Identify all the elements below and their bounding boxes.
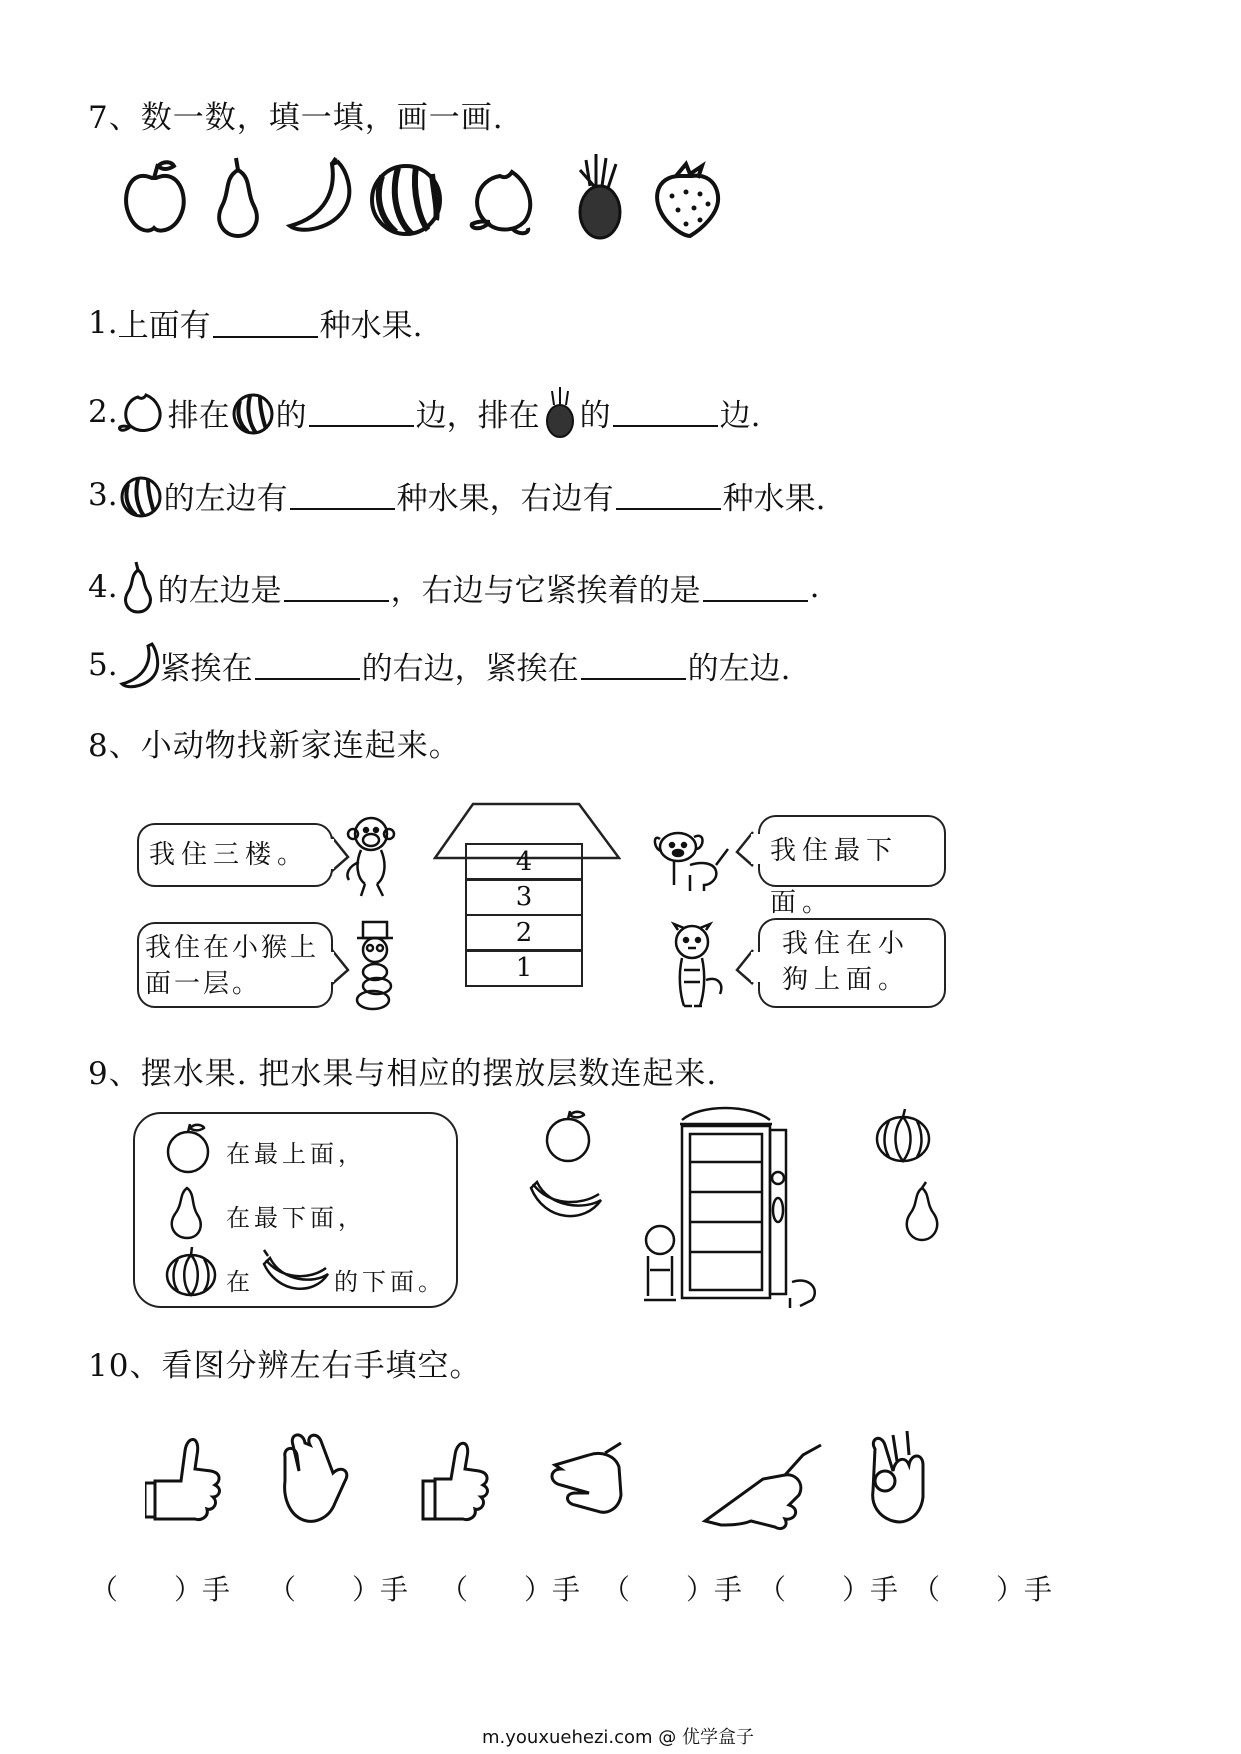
line-text: 排在 [167,397,230,434]
speech-bubble-worm: 我住在小猴上面一层。 [137,922,333,1008]
hand-icon-1 [145,1439,219,1519]
line-text: 的左边. [687,650,791,687]
q7-line-5 [88,640,790,690]
line-text: 的右边，紧挨在 [361,650,579,687]
q7-line-4 [88,560,819,614]
speech-bubble-dog: 我住最下面。 [758,815,946,887]
line-text: 的左边有 [163,480,288,517]
line-text: 种水果. [722,480,826,517]
floor-3: 3 [465,878,583,916]
line-text: 的 [579,397,611,434]
answer-paren-2[interactable]: （ ）手 [268,1573,409,1606]
pineapple-icon [540,385,580,439]
pear-icon [118,560,158,614]
hand-icon-4 [552,1443,621,1512]
line-text: 上面有 [117,308,211,344]
item-number: 5. [88,647,118,683]
line-text: 的左边是 [157,572,282,609]
pear-icon [898,1180,946,1246]
floor-4: 4 [465,843,583,881]
worm-icon [345,918,405,1013]
line-text: ，右边与它紧挨着的是 [390,572,701,609]
rule-3-suffix: 的下面。 [334,1268,446,1296]
watermelon-icon [118,470,164,520]
peach-icon [472,172,531,233]
answer-paren-5[interactable]: （ ）手 [758,1573,899,1606]
answer-blank[interactable] [616,480,721,510]
pineapple-icon [580,154,620,238]
answer-blank[interactable] [213,308,318,338]
apple-icon [160,1120,216,1176]
pumpkin-icon [873,1105,933,1165]
answer-paren-3[interactable]: （ ）手 [440,1573,581,1606]
q8-title: 8、小动物找新家连起来。 [88,728,461,764]
hand-icon-2 [285,1435,347,1521]
q10-title: 10、看图分辨左右手填空。 [88,1348,482,1384]
q7-line-3 [88,470,825,520]
answer-blank[interactable] [703,572,808,602]
answer-blank[interactable] [613,397,718,427]
line-text: 种水果. [319,308,423,344]
rule-2: 在最下面， [226,1204,366,1232]
answer-blank[interactable] [581,650,686,680]
bubble-tail [735,830,765,870]
watermelon-icon [230,389,276,435]
rule-1: 在最上面， [226,1140,366,1168]
dog-icon [650,825,735,895]
answer-paren-1[interactable]: （ ）手 [90,1573,231,1606]
pumpkin-icon [164,1245,218,1299]
answer-blank[interactable] [309,397,414,427]
q7-line-1 [88,300,422,345]
answer-blank[interactable] [290,480,395,510]
item-number: 3. [88,477,118,513]
item-number: 1. [88,304,118,341]
watermelon-icon [372,166,440,234]
floor-2: 2 [465,914,583,952]
hands-row [145,1425,1065,1535]
item-number: 2. [88,394,118,430]
banana-icon [525,1168,605,1228]
speech-bubble-tiger: 我住在小狗上面。 [758,918,946,1008]
line-text: . [809,569,820,605]
line-text: 边，排在 [415,397,540,434]
rule-3-prefix: 在 [226,1268,254,1296]
hand-icon-3 [423,1443,487,1519]
floor-1: 1 [465,949,583,987]
line-text: 边. [719,397,761,434]
banana-icon [118,640,160,690]
footer-watermark: m.youxuehezi.com @ 优学盒子 [482,1727,755,1748]
fruit-row [120,150,740,240]
hand-icon-6 [873,1431,923,1522]
monkey-icon [335,812,405,900]
house-floors [465,845,583,987]
answer-paren-4[interactable]: （ ）手 [602,1573,743,1606]
hand-icon-5 [705,1445,821,1529]
line-text: 种水果，右边有 [396,480,614,517]
pear-icon [165,1182,209,1242]
q7-line-2 [88,385,760,439]
line-text: 紧挨在 [159,650,253,687]
speech-bubble-monkey: 我住三楼。 [137,823,333,887]
q9-title: 9、摆水果. 把水果与相应的摆放层数连起来. [88,1056,718,1092]
answer-blank[interactable] [284,572,389,602]
shelf-illustration [640,1100,830,1315]
bubble-tail [735,948,765,988]
peach-icon [118,387,168,437]
banana-icon [290,158,349,230]
pear-icon [219,158,257,236]
q7-title: 7、数一数，填一填，画一画. [88,100,504,136]
strawberry-icon [657,164,718,236]
answer-paren-6[interactable]: （ ）手 [912,1573,1053,1606]
apple-icon [540,1108,596,1164]
answer-blank[interactable] [255,650,360,680]
apple-icon [126,162,184,230]
line-text: 的 [275,397,307,434]
item-number: 4. [88,569,118,605]
banana-icon [258,1244,332,1300]
tiger-icon [662,920,732,1012]
